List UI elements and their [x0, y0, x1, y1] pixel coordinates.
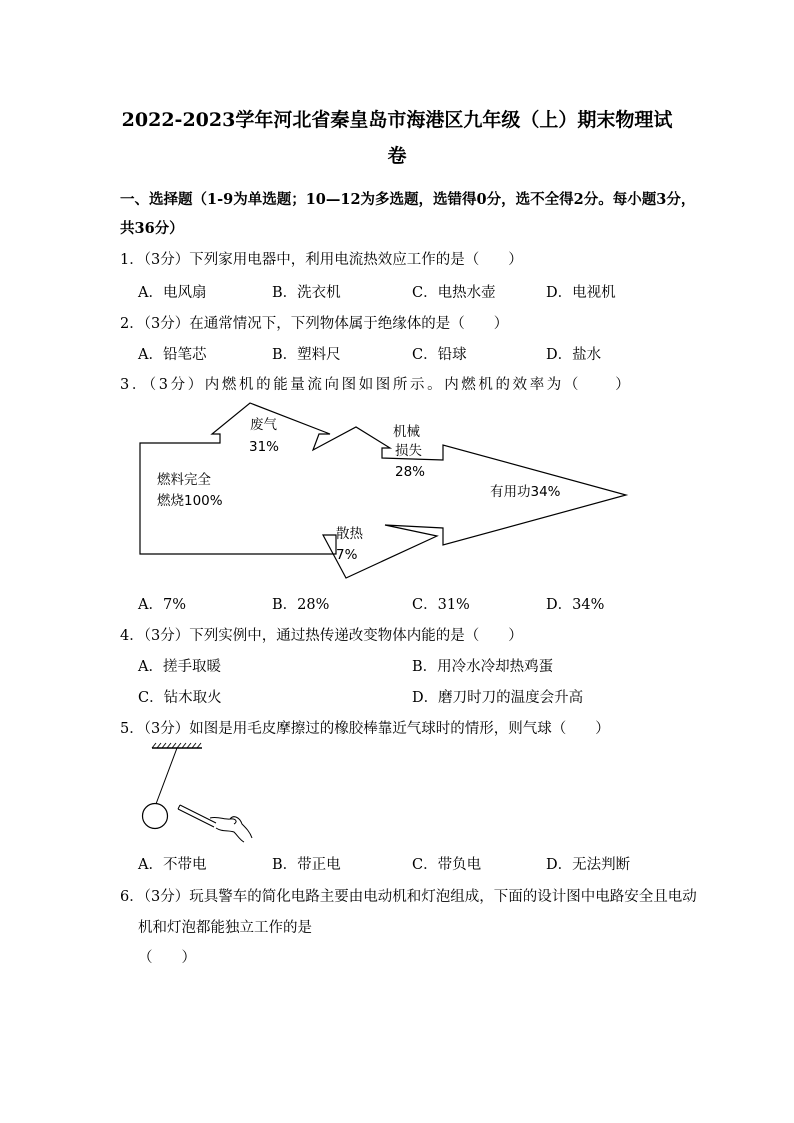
section-heading-line-1: 一、选择题（1-9为单选题；10—12为多选题，选错得0分，选不全得2分。每小题3分，	[120, 191, 696, 208]
page-title	[110, 102, 684, 174]
question-6-stem-line-2: 机和灯泡都能独立工作的是	[138, 920, 312, 936]
q1-option-d: D．电视机	[546, 285, 616, 301]
heat-percent: 7%	[336, 547, 358, 563]
rubber-rod	[178, 805, 216, 827]
q1-option-a: A．电风扇	[138, 285, 207, 301]
question-5-stem: 5．（3分）如图是用毛皮摩擦过的橡胶棒靠近气球时的情形，则气球（ ）	[120, 721, 610, 737]
question-3-stem: 3．（3分）内燃机的能量流向图如图所示。内燃机的效率为（ ）	[120, 377, 633, 393]
q4-option-b: B．用冷水冷却热鸡蛋	[412, 659, 554, 675]
mechanical-label-1: 机械	[393, 424, 420, 440]
q5-option-d: D．无法判断	[546, 857, 631, 873]
q2-option-d: D．盐水	[546, 347, 602, 363]
exhaust-percent: 31%	[249, 439, 280, 455]
q4-option-d: D．磨刀时刀的温度会升高	[412, 690, 584, 706]
energy-flow-diagram	[120, 398, 640, 588]
q1-option-c: C．电热水壶	[412, 285, 496, 301]
q2-option-b: B．塑料尺	[272, 347, 341, 363]
input-label-line-2: 燃烧100%	[157, 493, 223, 509]
q4-option-a: A．搓手取暖	[138, 659, 221, 675]
q3-option-a: A．7%	[138, 597, 186, 613]
question-2-stem: 2．（3分）在通常情况下，下列物体属于绝缘体的是（ ）	[120, 316, 509, 332]
heat-label: 散热	[336, 526, 363, 542]
question-6-answer-bracket: （ ）	[138, 950, 196, 966]
q5-option-a: A．不带电	[138, 857, 207, 873]
balloon-rod-figure	[130, 740, 260, 845]
section-heading-line-2: 共36分）	[120, 220, 184, 237]
q3-option-d: D．34%	[546, 597, 605, 613]
question-4-stem: 4．（3分）下列实例中，通过热传递改变物体内能的是（ ）	[120, 628, 523, 644]
balloon	[143, 804, 168, 829]
question-6-stem-line-1: 6．（3分）玩具警车的简化电路主要由电动机和灯泡组成，下面的设计图中电路安全且电动	[120, 889, 697, 905]
q4-option-c: C．钻木取火	[138, 690, 222, 706]
q2-option-c: C．铅球	[412, 347, 467, 363]
useful-work-label: 有用功34%	[490, 484, 561, 500]
q2-option-a: A．铅笔芯	[138, 347, 207, 363]
title-line-1: 2022-2023学年河北省秦皇岛市海港区九年级（上）期末物理试	[121, 109, 673, 131]
question-1-stem: 1．（3分）下列家用电器中，利用电流热效应工作的是（ ）	[120, 252, 523, 268]
input-label-line-1: 燃料完全	[157, 472, 211, 488]
q3-option-b: B．28%	[272, 597, 330, 613]
q1-option-b: B．洗衣机	[272, 285, 341, 301]
exhaust-label: 废气	[250, 417, 277, 433]
mechanical-label-2: 损失	[395, 443, 422, 459]
q5-option-c: C．带负电	[412, 857, 482, 873]
q3-option-c: C．31%	[412, 597, 470, 613]
title-line-2: 卷	[387, 145, 407, 167]
hand-icon	[210, 817, 252, 842]
q5-option-b: B．带正电	[272, 857, 341, 873]
hanging-string	[156, 748, 177, 804]
mechanical-percent: 28%	[395, 464, 426, 480]
